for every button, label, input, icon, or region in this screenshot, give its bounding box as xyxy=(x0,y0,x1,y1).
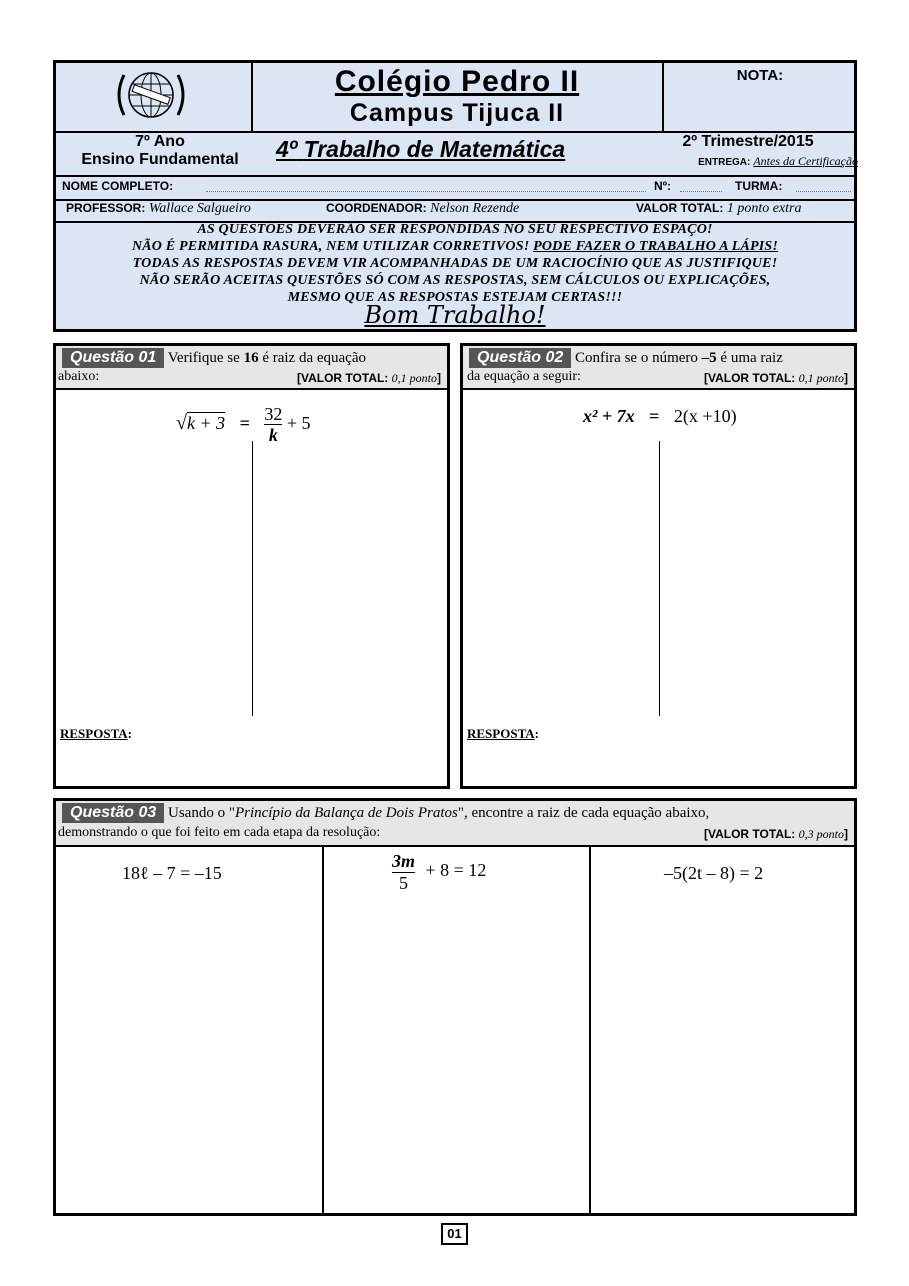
instructions xyxy=(56,221,854,306)
question-02-box xyxy=(460,343,857,789)
entrega-label: ENTREGA: xyxy=(698,157,751,168)
equation: √k + 3 = $\frac{32}{k}$ + 5 xyxy=(176,404,311,445)
question-text-part: ", encontre a raiz de cada equação abaixo, xyxy=(457,805,710,821)
column-divider xyxy=(589,845,591,1213)
question-text-line2: demonstrando o que foi feito em cada etapa da resolução: xyxy=(58,825,381,840)
valor-label: VALOR TOTAL: xyxy=(636,201,724,215)
question-value: –5 xyxy=(701,350,717,366)
campus-name: Campus Tijuca II xyxy=(349,99,565,127)
question-header xyxy=(56,346,447,390)
equation-right: + 5 xyxy=(286,413,311,434)
resposta-label: RESPOSTA xyxy=(467,726,535,741)
nota-label: NOTA: xyxy=(736,67,784,84)
question-text xyxy=(62,348,366,368)
grade-year: 7º Ano xyxy=(135,133,185,150)
grade-info xyxy=(56,133,264,169)
fraction-numerator: 32 xyxy=(264,404,283,424)
number-label: Nº: xyxy=(654,179,672,193)
question-valor: [VALOR TOTAL: 0,1 ponto] xyxy=(296,371,441,385)
instruction-part: NÃO É PERMITIDA RASURA, NEM UTILIZAR CORRETIVOS! xyxy=(131,239,530,254)
question-text-part: é uma raiz xyxy=(720,350,783,366)
question-valor: [VALOR TOTAL: 0,1 ponto] xyxy=(703,371,848,385)
coordenador xyxy=(326,201,519,217)
entrega-value: Antes da Certificação xyxy=(753,154,858,168)
column-divider xyxy=(322,845,324,1213)
school-name: Colégio Pedro II xyxy=(334,65,580,98)
question-text-part: Usando o " xyxy=(168,805,235,821)
good-luck: Bom Trabalho! xyxy=(364,301,546,329)
work-divider xyxy=(252,441,253,716)
question-valor: [VALOR TOTAL: 0,3 ponto] xyxy=(703,827,848,841)
name-field[interactable] xyxy=(206,191,646,192)
page-number: 01 xyxy=(441,1223,468,1245)
question-label: Questão 02 xyxy=(469,348,571,368)
question-header xyxy=(463,346,854,390)
term: 2º Trimestre/2015 xyxy=(682,133,814,150)
question-label: Questão 03 xyxy=(62,803,164,823)
question-text-part: Confira se o número xyxy=(575,350,698,366)
question-text-line2: abaixo: xyxy=(58,369,100,384)
resposta: RESPOSTA: xyxy=(60,726,133,741)
fraction-denominator: k xyxy=(268,425,278,445)
instruction-line: AS QUESTÕES DEVERÃO SER RESPONDIDAS NO SEU RESPECTIVO ESPAÇO! xyxy=(197,222,713,237)
valor-label: VALOR TOTAL: xyxy=(707,371,796,385)
question-label: Questão 01 xyxy=(62,348,164,368)
instruction-line xyxy=(56,238,854,255)
work-title xyxy=(276,136,565,163)
equation-left: x² + 7x xyxy=(583,406,635,426)
turma-label: TURMA: xyxy=(735,179,783,193)
work-subject: Trabalho de Matemática xyxy=(303,136,566,162)
equation-3: –5(2t – 8) = 2 xyxy=(664,863,764,883)
equation: x² + 7x = 2(x +10) xyxy=(583,406,737,426)
turma-field[interactable] xyxy=(796,191,851,192)
professor-value: Wallace Salgueiro xyxy=(148,201,251,216)
coordenador-label: COORDENADOR: xyxy=(326,201,427,215)
valor-value: 1 ponto extra xyxy=(726,201,802,216)
equation-2 xyxy=(392,851,486,893)
fraction-denominator: 5 xyxy=(399,873,408,893)
header-box xyxy=(53,60,857,332)
entrega xyxy=(644,154,858,169)
valor-total xyxy=(636,201,801,217)
question-text xyxy=(469,348,783,368)
question-text-part: Verifique se xyxy=(167,350,240,366)
divider xyxy=(56,175,854,177)
question-text xyxy=(62,803,709,823)
question-01-box xyxy=(53,343,450,789)
question-03-box xyxy=(53,798,857,1216)
question-value: 16 xyxy=(243,350,259,366)
equation-1: 18ℓ – 7 = –15 xyxy=(122,863,222,883)
valor-value: 0,1 ponto xyxy=(391,371,437,385)
question-text-italic: Princípio da Balança de Dois Pratos xyxy=(234,805,458,821)
name-label: NOME COMPLETO: xyxy=(62,179,174,193)
valor-label: VALOR TOTAL: xyxy=(707,827,796,841)
fraction-numerator: 3m xyxy=(392,851,416,871)
professor-label: PROFESSOR: xyxy=(66,201,146,215)
number-field[interactable] xyxy=(680,191,722,192)
instruction-line: TODAS AS RESPOSTAS DEVEM VIR ACOMPANHADAS DE UM RACIOCÍNIO QUE AS JUSTIFIQUE! xyxy=(132,256,778,271)
question-text-line2: da equação a seguir: xyxy=(467,369,581,384)
equation-right: 2(x +10) xyxy=(673,406,737,426)
school-crest-icon xyxy=(106,65,196,127)
equation-right: + 8 = 12 xyxy=(425,860,487,881)
instruction-line: MESMO QUE AS RESPOSTAS ESTEJAM CERTAS!!! xyxy=(287,290,623,305)
valor-value: 0,1 ponto xyxy=(798,371,844,385)
resposta: RESPOSTA: xyxy=(467,726,540,741)
instruction-part: PODE FAZER O TRABALHO A LÁPIS! xyxy=(533,239,779,254)
work-divider xyxy=(659,441,660,716)
question-text-part: é raiz da equação xyxy=(262,350,366,366)
valor-label: VALOR TOTAL: xyxy=(300,371,389,385)
grade-level: Ensino Fundamental xyxy=(81,151,239,168)
question-header xyxy=(56,801,854,847)
equation-left: k + 3 xyxy=(186,413,226,434)
work-number: 4º xyxy=(276,136,298,162)
instruction-line: NÃO SERÃO ACEITAS QUESTÕES SÓ COM AS RESPOSTAS, SEM CÁLCULOS OU EXPLICAÇÕES, xyxy=(139,273,771,288)
professor xyxy=(66,201,251,217)
resposta-label: RESPOSTA xyxy=(60,726,128,741)
valor-value: 0,3 ponto xyxy=(798,827,844,841)
coordenador-value: Nelson Rezende xyxy=(430,201,520,216)
